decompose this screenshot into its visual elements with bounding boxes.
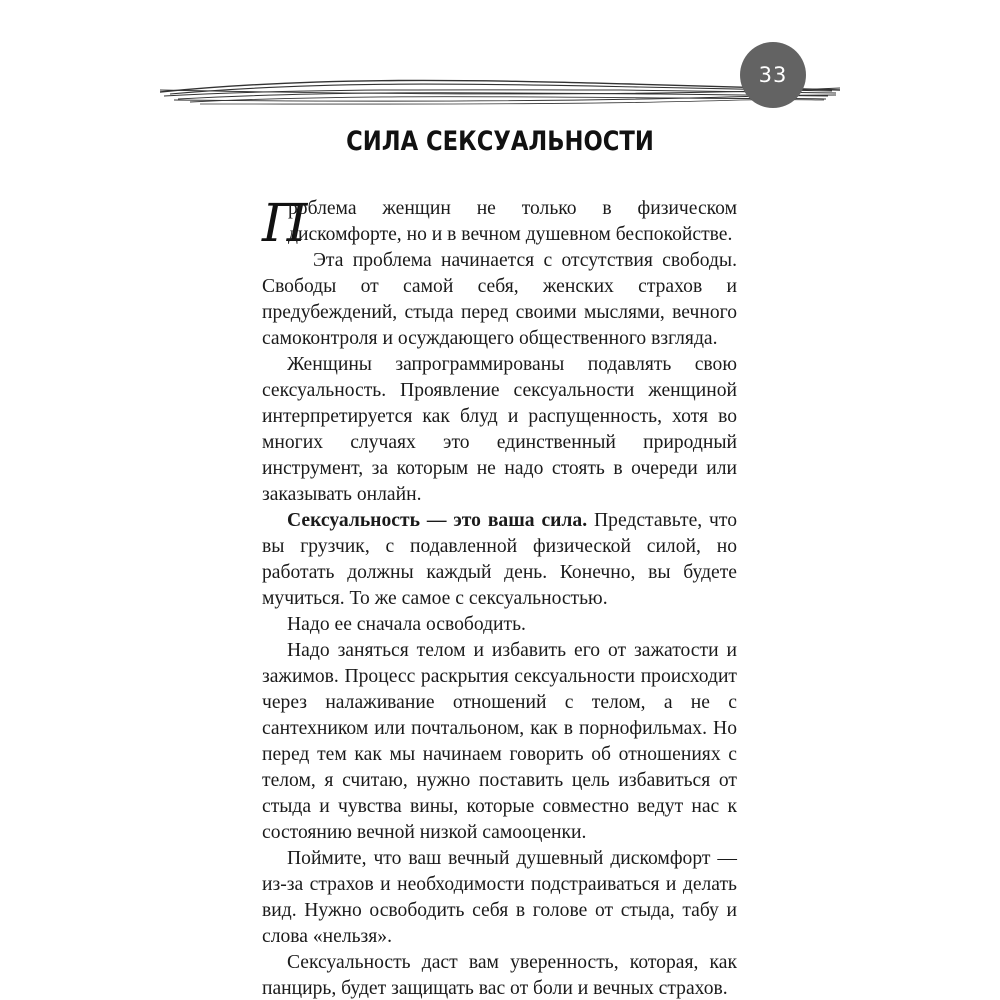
chapter-title: СИЛА СЕКСУАЛЬНОСТИ <box>346 126 654 157</box>
paragraph-4-bold: Сексуальность — это ваша сила. <box>287 510 588 531</box>
paragraph-1-text: роблема женщин не только в физическом дискомфорте, но и в вечном душевном беспокойстве. <box>288 198 737 245</box>
drop-cap: П <box>262 194 308 254</box>
paragraph-4-text: Представьте, что вы грузчик, с подавленной физической силой, но работать должны каждый день. Конечно, вы будете мучиться. То же самое с сексуальностью. <box>262 510 737 609</box>
paragraph-3: Женщины запрограммированы подавлять свою сексуальность. Проявление сексуальности женщиной интерпретируется как блуд и распущенность, хотя во многих случаях это единственный природный инструмент, за которым не надо стоять в очереди или заказывать онлайн. <box>262 354 737 505</box>
paragraph-7: Поймите, что ваш вечный душевный дискомфорт — из-за страхов и необходимости подстраиваться и делать вид. Нужно освободить себя в голове от стыда, табу и слова «нельзя». <box>262 848 737 947</box>
paragraph-5: Надо ее сначала освободить. <box>287 614 526 635</box>
paragraph-1 <box>262 194 737 254</box>
page-number-badge: 33 <box>740 42 806 108</box>
paragraph-6: Надо заняться телом и избавить его от зажатости и зажимов. Процесс раскрытия сексуальности происходит через налаживание отношений с телом, а не с сантехником или почтальоном, как в порнофильмах. Но перед тем как мы начинаем говорить об отношениях с телом, я считаю, нужно поставить цель избавиться от стыда и чувства вины, которые совместно ведут нас к состоянию вечной низкой самооценки. <box>262 640 737 843</box>
paragraph-2: Эта проблема начинается с отсутствия свободы. Свободы от самой себя, женских страхов и предубеждений, стыда перед своими мыслями, вечного самоконтроля и осуждающего общественного взгляда. <box>262 250 737 349</box>
paragraph-8: Сексуальность даст вам уверенность, которая, как панцирь, будет защищать вас от боли и вечных страхов. <box>262 952 737 999</box>
header-decorative-lines <box>160 60 840 110</box>
paragraph-4 <box>262 508 737 612</box>
body-text <box>262 196 737 1000</box>
